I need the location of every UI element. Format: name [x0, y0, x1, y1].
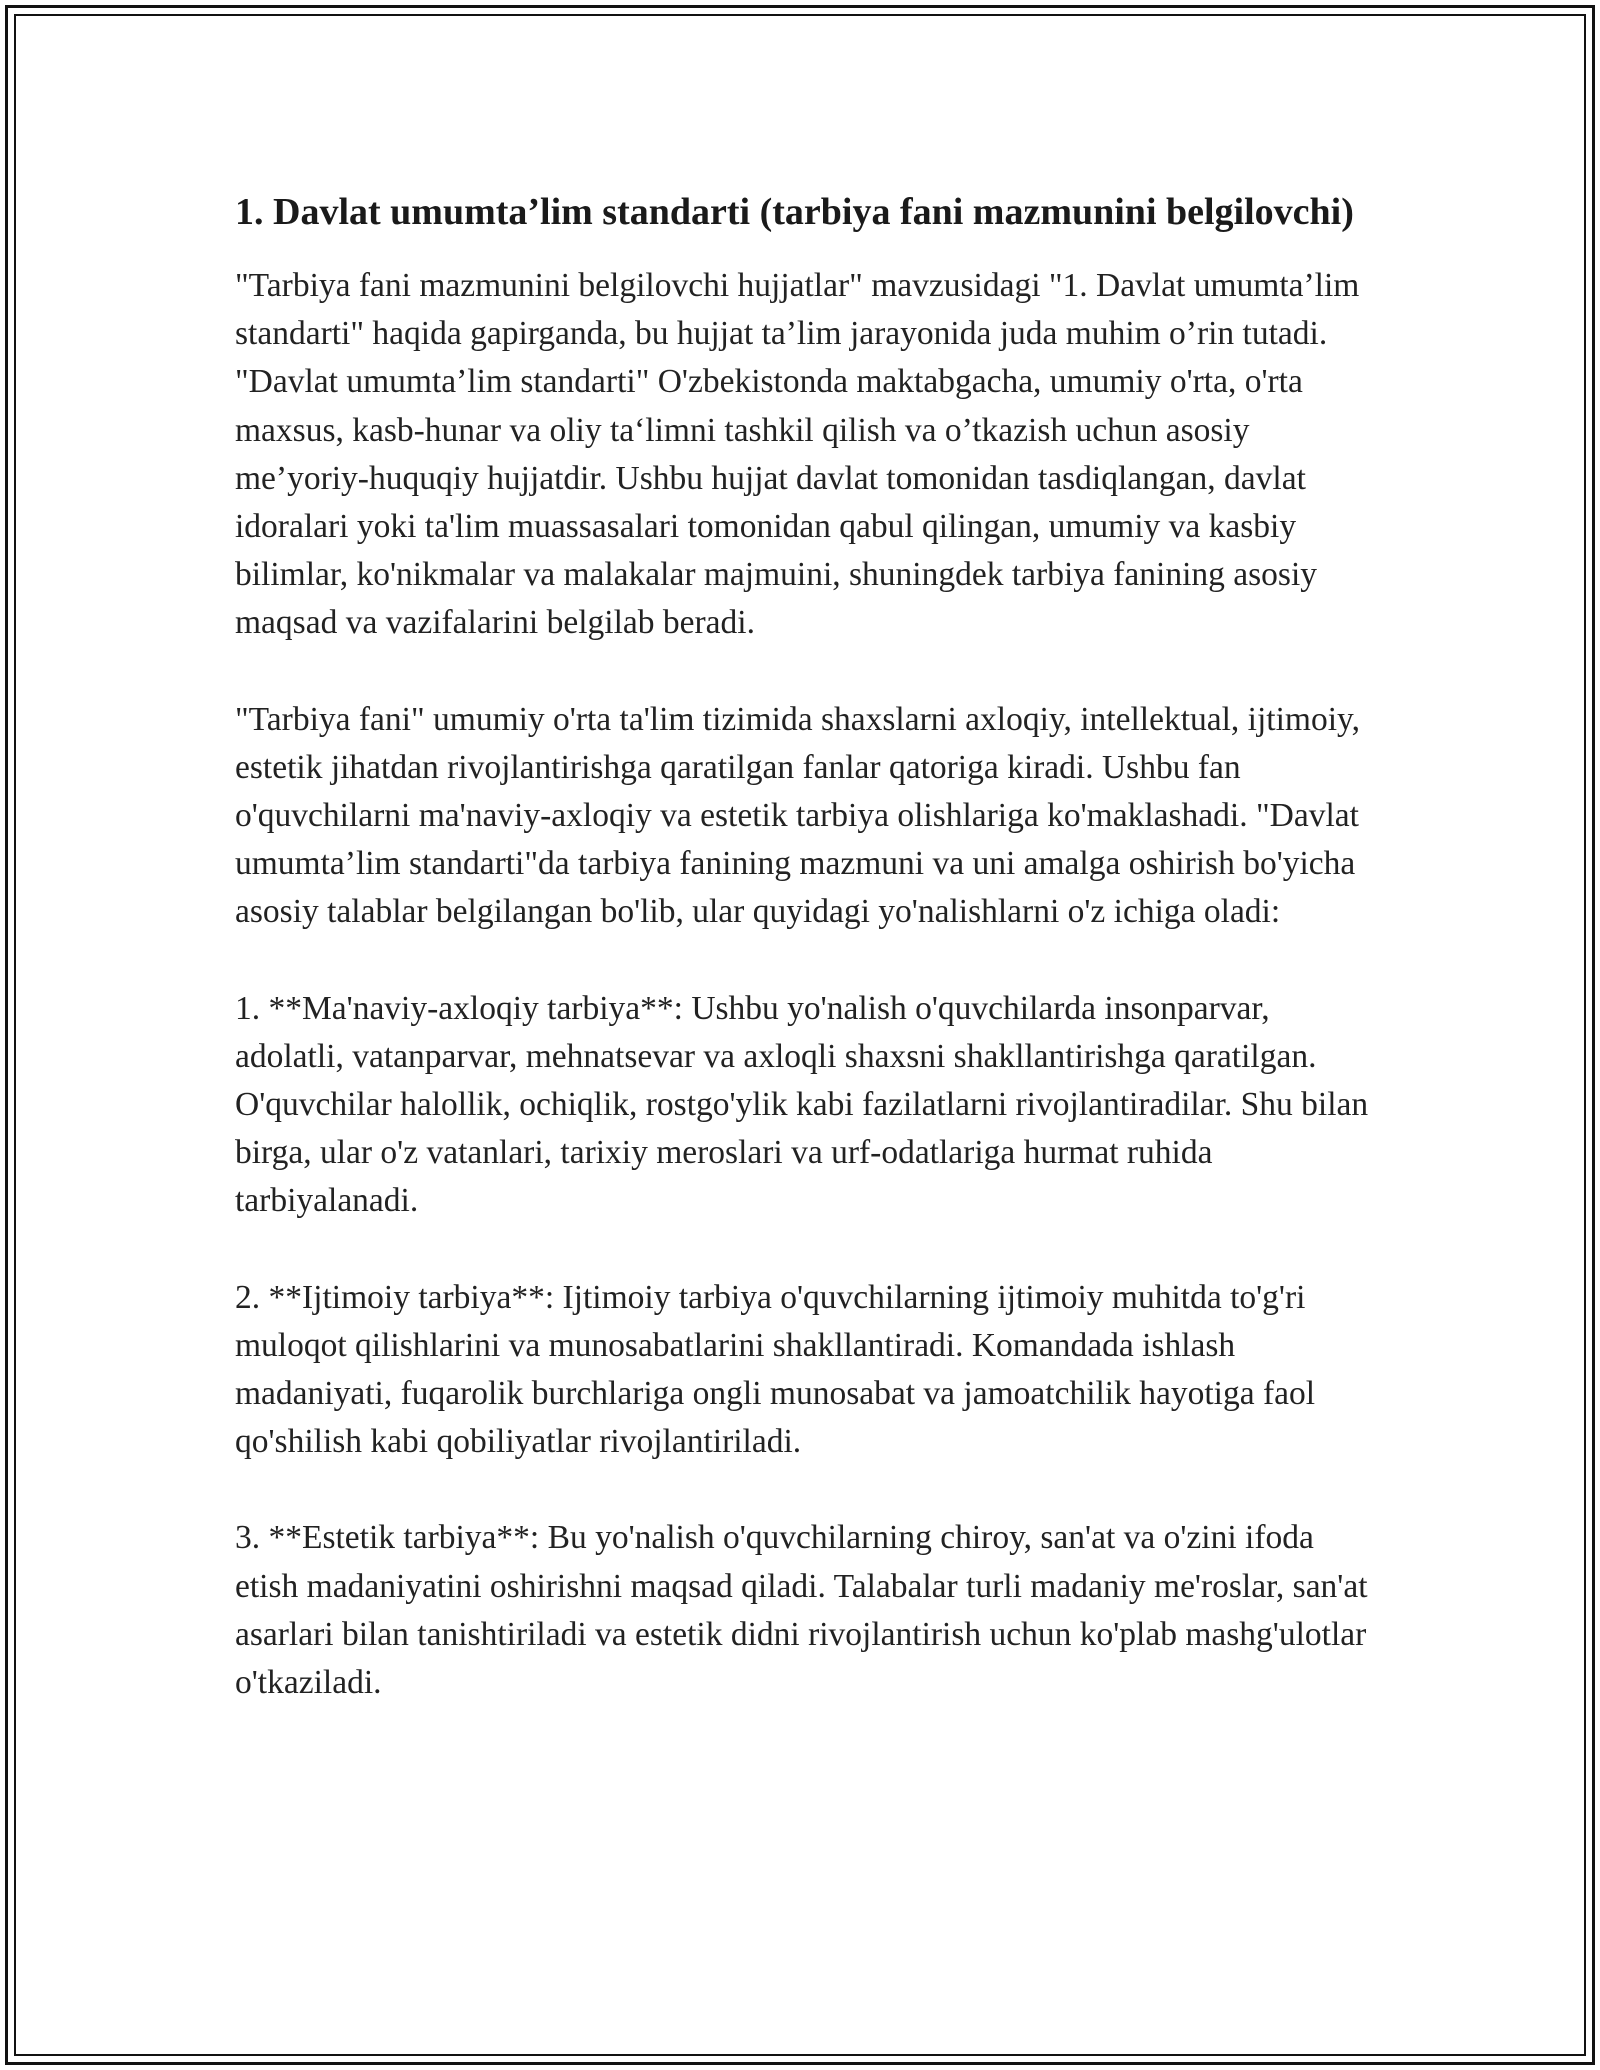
paragraph-social-education: 2. **Ijtimoiy tarbiya**: Ijtimoiy tarbiya o'quvchilarning ijtimoiy muhitda to'g'ri muloqot qilishlarini va munosabatlarini shakllantiradi. Komandada ishlash madaniyati, fuqarolik burchlariga ongli munosabat va jamoatchilik hayotiga faol qo'shilish kabi qobiliyatlar rivojlantiriladi.	[235, 1278, 1316, 1461]
paragraph-subject: "Tarbiya fani" umumiy o'rta ta'lim tizimida shaxslarni axloqiy, intellektual, ijtimoiy, estetik jihatdan rivojlantirishga qaratilgan fanlar qatoriga kiradi. Ushbu fan o'quvchilarni ma'naviy-axloqiy va estetik tarbiya olishlariga ko'maklashadi. "Davlat umumta’lim standarti"da tarbiya fanining mazmuni va uni amalga oshirish bo'yicha asosiy talablar belgilangan bo'lib, ular quyidagi yo'nalishlarni o'z ichiga oladi:	[235, 700, 1360, 931]
document-body	[235, 188, 1385, 1755]
paragraph-intro: "Tarbiya fani mazmunini belgilovchi hujjatlar" mavzusidagi "1. Davlat umumta’lim standarti" haqida gapirganda, bu hujjat ta’lim jarayonida juda muhim o’rin tutadi. "Davlat umumta’lim standarti" O'zbekistonda maktabgacha, umumiy o'rta, o'rta maxsus, kasb-hunar va oliy ta‘limni tashkil qilish va o’tkazish uchun asosiy me’yoriy-huquqiy hujjatdir. Ushbu hujjat davlat tomonidan tasdiqlangan, davlat idoralari yoki ta'lim muassasalari tomonidan qabul qilingan, umumiy va kasbiy bilimlar, ko'nikmalar va malakalar majmuini, shuningdek tarbiya fanining asosiy maqsad va vazifalarini belgilab beradi.	[235, 267, 1360, 642]
document-title: 1. Davlat umumta’lim standarti (tarbiya fani mazmunini belgilovchi)	[235, 191, 1354, 233]
paragraph-aesthetic-education: 3. **Estetik tarbiya**: Bu yo'nalish o'quvchilarning chiroy, san'at va o'zini ifoda etish madaniyatini oshirishni maqsad qiladi. Talabalar turli madaniy me'roslar, san'at asarlari bilan tanishtiriladi va estetik didni rivojlantirish uchun ko'plab mashg'ulotlar o'tkaziladi.	[235, 1519, 1368, 1702]
paragraph-moral-education: 1. **Ma'naviy-axloqiy tarbiya**: Ushbu yo'nalish o'quvchilarda insonparvar, adolatli, vatanparvar, mehnatsevar va axloqli shaxsni shakllantirishga qaratilgan. O'quvchilar halollik, ochiqlik, rostgo'ylik kabi fazilatlarni rivojlantiradilar. Shu bilan birga, ular o'z vatanlari, tarixiy meroslari va urf-odatlariga hurmat ruhida tarbiyalanadi.	[235, 989, 1369, 1220]
